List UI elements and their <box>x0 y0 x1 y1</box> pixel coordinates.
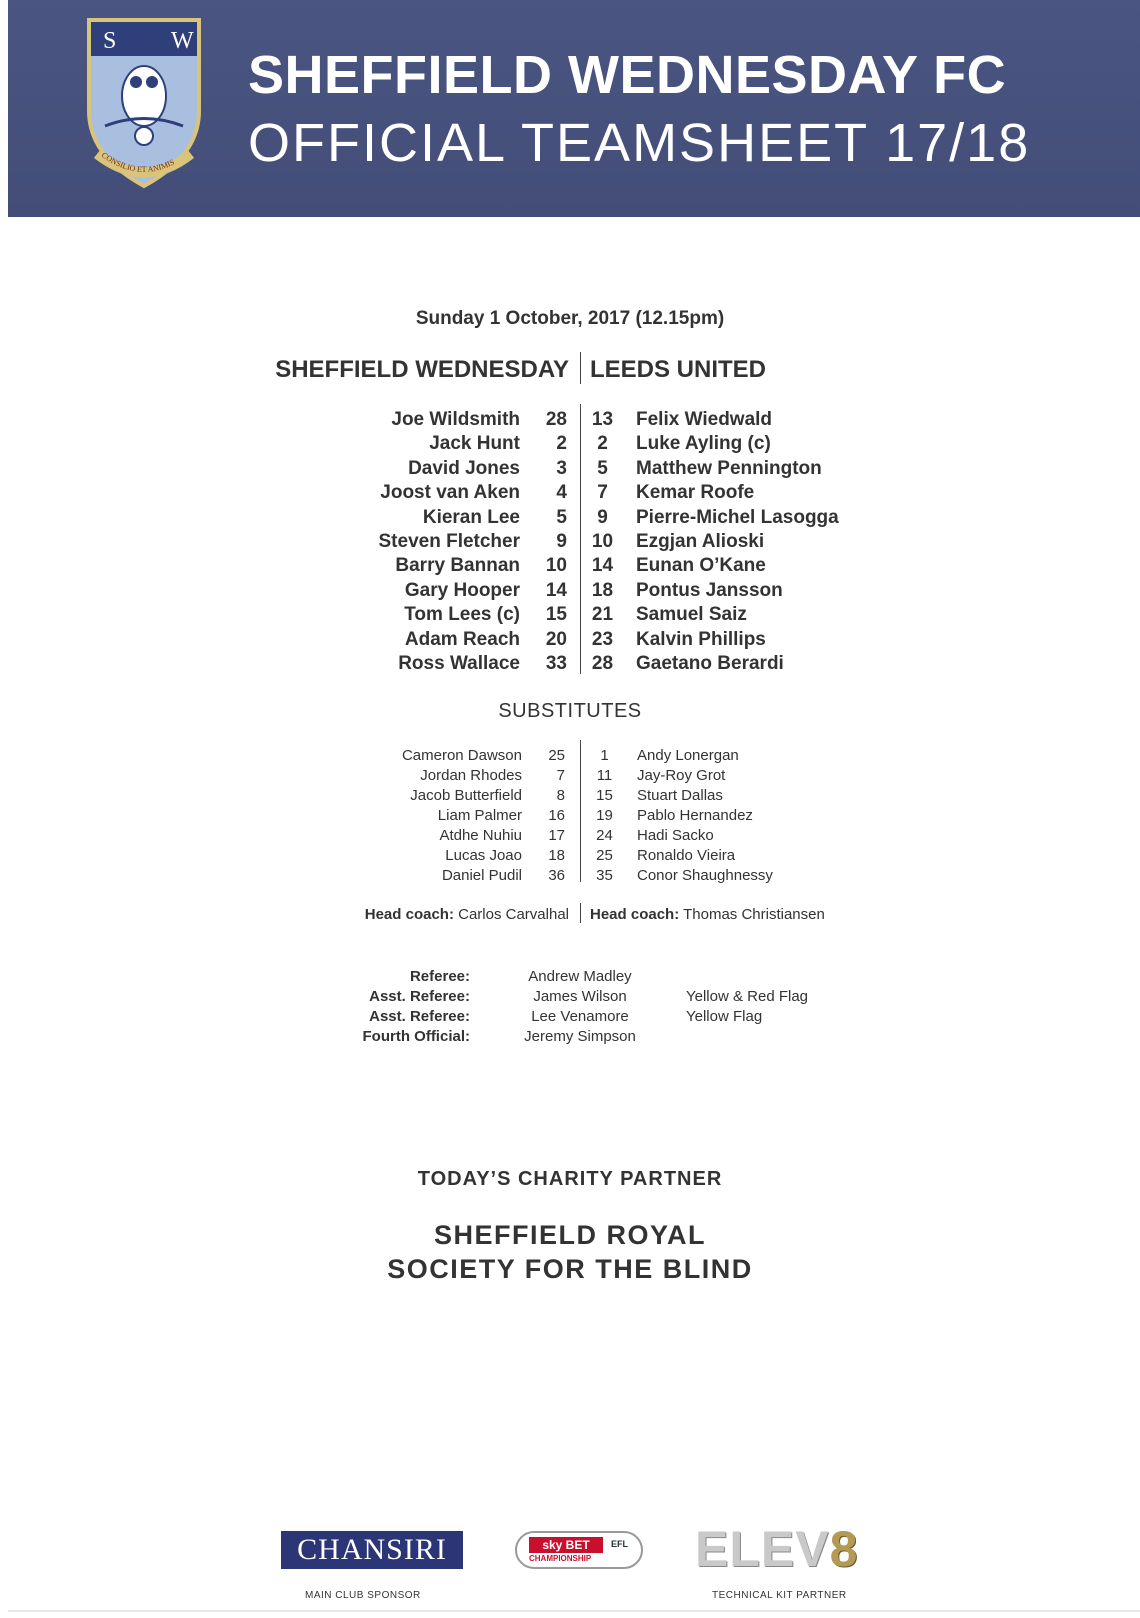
official-role: Fourth Official: <box>362 1028 470 1045</box>
elev8-eight: 8 <box>829 1521 859 1577</box>
away-team-name: LEEDS UNITED <box>590 356 767 383</box>
home-player-number: 18 <box>548 847 565 864</box>
away-coach-name: Thomas Christiansen <box>683 906 825 923</box>
home-player-number: 20 <box>545 628 567 650</box>
charity-name-line1: SHEFFIELD ROYAL <box>433 1220 707 1250</box>
away-player-number: 11 <box>596 767 613 784</box>
away-player-name: Samuel Saiz <box>636 604 747 626</box>
chansiri-logo: CHANSIRI <box>281 1531 463 1569</box>
starter-row <box>0 409 1140 433</box>
home-player-number: 28 <box>545 409 567 430</box>
away-player-name: Gaetano Berardi <box>636 653 784 674</box>
away-player-name: Kemar Roofe <box>636 482 755 504</box>
away-player-name: Eunan O’Kane <box>636 555 766 577</box>
away-player-number: 24 <box>596 827 613 844</box>
away-player-name: Conor Shaughnessy <box>637 867 773 884</box>
sub-row <box>0 807 1140 827</box>
home-player-number: 7 <box>556 767 565 784</box>
away-player-name: Luke Ayling (c) <box>636 433 771 455</box>
skybet-championship-logo <box>515 1531 643 1569</box>
home-player-name: Ross Wallace <box>398 653 520 674</box>
home-coach <box>365 906 569 923</box>
away-player-number: 28 <box>591 653 614 674</box>
sub-row <box>0 747 1140 767</box>
footer-line <box>8 1610 1140 1612</box>
away-player-number: 10 <box>591 531 614 552</box>
home-player-name: Cameron Dawson <box>401 747 522 764</box>
away-player-number: 23 <box>591 628 614 650</box>
away-coach <box>590 906 825 923</box>
away-player-number: 35 <box>596 867 613 884</box>
starter-row <box>0 580 1140 604</box>
home-player-name: Gary Hooper <box>404 579 520 601</box>
official-role: Asst. Referee: <box>369 988 470 1005</box>
kit-partner-caption: TECHNICAL KIT PARTNER <box>712 1590 847 1601</box>
sub-row <box>0 767 1140 787</box>
home-coach-name: Carlos Carvalhal <box>458 906 569 923</box>
away-player-number: 14 <box>591 555 614 577</box>
official-name: Lee Venamore <box>531 1008 629 1025</box>
home-player-number: 16 <box>548 807 565 824</box>
home-player-number: 25 <box>548 747 565 764</box>
away-player-number: 5 <box>597 457 608 479</box>
home-player-name: Jacob Butterfield <box>410 787 522 804</box>
home-player-number: 9 <box>556 531 567 552</box>
championship-label: CHAMPIONSHIP <box>529 1554 592 1563</box>
home-player-name: Adam Reach <box>404 628 520 650</box>
home-player-name: Joost van Aken <box>380 482 520 504</box>
home-coach-label: Head coach: <box>364 906 454 923</box>
away-player-name: Matthew Pennington <box>636 457 822 479</box>
official-name: Andrew Madley <box>528 968 632 985</box>
page-subtitle: OFFICIAL TEAMSHEET 17/18 <box>248 113 1031 173</box>
charity-name <box>0 1218 1140 1286</box>
away-player-name: Ronaldo Vieira <box>637 847 736 864</box>
efl-badge: EFL <box>611 1539 628 1549</box>
away-player-number: 19 <box>596 807 613 824</box>
elev8-text: ELEV <box>695 1521 830 1577</box>
home-team-name: SHEFFIELD WEDNESDAY <box>275 356 569 383</box>
away-player-number: 7 <box>597 482 608 504</box>
home-player-name: David Jones <box>408 457 520 479</box>
match-date: Sunday 1 October, 2017 (12.15pm) <box>415 308 725 329</box>
away-player-number: 18 <box>591 579 614 601</box>
header-banner <box>8 0 1140 217</box>
starter-row <box>0 653 1140 677</box>
away-player-name: Pablo Hernandez <box>637 807 753 824</box>
sub-row <box>0 827 1140 847</box>
home-player-number: 3 <box>556 457 567 479</box>
home-player-name: Daniel Pudil <box>441 867 522 884</box>
starter-row <box>0 531 1140 555</box>
official-name: James Wilson <box>533 988 627 1005</box>
official-role: Asst. Referee: <box>369 1008 470 1025</box>
away-player-name: Felix Wiedwald <box>636 409 773 430</box>
sub-row <box>0 787 1140 807</box>
substitutes-heading: SUBSTITUTES <box>498 700 642 722</box>
away-player-name: Stuart Dallas <box>637 787 723 804</box>
home-player-number: 15 <box>545 604 567 626</box>
starter-row <box>0 458 1140 482</box>
away-player-name: Pontus Jansson <box>636 579 783 601</box>
starter-row <box>0 555 1140 579</box>
official-role: Referee: <box>409 968 470 985</box>
starter-row <box>0 482 1140 506</box>
home-player-number: 36 <box>548 867 565 884</box>
crest-letter-left: S <box>103 28 117 54</box>
away-player-number: 21 <box>591 604 614 626</box>
away-player-name: Ezgjan Alioski <box>636 531 765 552</box>
sub-row <box>0 867 1140 887</box>
main-sponsor-caption: MAIN CLUB SPONSOR <box>305 1590 421 1601</box>
away-coach-label: Head coach: <box>590 906 680 923</box>
away-player-number: 25 <box>596 847 613 864</box>
home-player-name: Steven Fletcher <box>378 531 520 552</box>
official-flag: Yellow & Red Flag <box>686 988 809 1005</box>
home-player-number: 5 <box>556 506 567 528</box>
team-divider <box>580 352 581 384</box>
home-player-name: Tom Lees (c) <box>404 604 520 626</box>
home-player-number: 33 <box>545 653 567 674</box>
home-player-number: 17 <box>548 827 565 844</box>
skybet-label: sky BET <box>529 1537 603 1553</box>
away-player-name: Kalvin Phillips <box>636 628 766 650</box>
away-player-number: 9 <box>597 506 608 528</box>
home-player-name: Jack Hunt <box>429 433 520 455</box>
away-player-name: Hadi Sacko <box>637 827 714 844</box>
away-player-number: 1 <box>600 747 609 764</box>
charity-heading: TODAY’S CHARITY PARTNER <box>417 1168 723 1190</box>
away-player-name: Jay-Roy Grot <box>637 767 726 784</box>
away-player-name: Pierre-Michel Lasogga <box>636 506 839 528</box>
official-flag: Yellow Flag <box>686 1008 763 1025</box>
starter-row <box>0 507 1140 531</box>
away-player-name: Andy Lonergan <box>637 747 739 764</box>
club-crest-icon <box>83 16 205 191</box>
home-player-name: Liam Palmer <box>437 807 522 824</box>
away-player-number: 13 <box>591 409 614 430</box>
sub-row <box>0 847 1140 867</box>
official-name: Jeremy Simpson <box>524 1028 636 1045</box>
home-player-name: Joe Wildsmith <box>391 409 520 430</box>
home-player-number: 2 <box>556 433 567 455</box>
crest-motto: CONSILIO ET ANIMIS <box>99 150 176 175</box>
starter-row <box>0 433 1140 457</box>
home-player-name: Barry Bannan <box>395 555 520 577</box>
home-player-number: 10 <box>545 555 567 577</box>
home-player-number: 4 <box>556 482 567 504</box>
home-player-number: 14 <box>545 579 567 601</box>
starter-row <box>0 604 1140 628</box>
crest-letter-right: W <box>171 28 194 54</box>
page-title: SHEFFIELD WEDNESDAY FC <box>248 45 1007 105</box>
home-player-number: 8 <box>556 787 565 804</box>
home-player-name: Lucas Joao <box>445 847 522 864</box>
home-player-name: Atdhe Nuhiu <box>439 827 522 844</box>
charity-name-line2: SOCIETY FOR THE BLIND <box>387 1254 753 1284</box>
home-player-name: Jordan Rhodes <box>420 767 522 784</box>
away-player-number: 2 <box>597 433 608 455</box>
away-player-number: 15 <box>596 787 613 804</box>
elev8-logo <box>695 1520 858 1578</box>
starter-row <box>0 629 1140 653</box>
home-player-name: Kieran Lee <box>422 506 520 528</box>
coach-divider <box>580 903 581 923</box>
